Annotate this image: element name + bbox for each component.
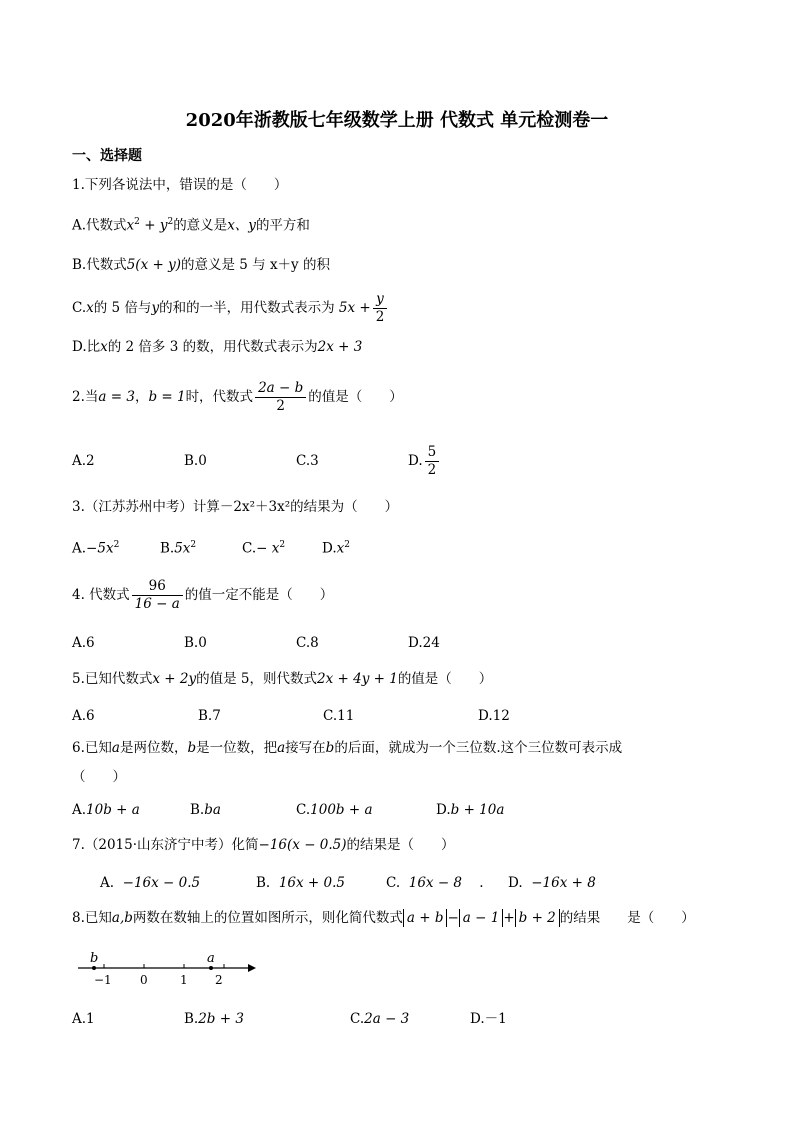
- q2-option-a: A.2: [72, 453, 95, 469]
- q4-option-a: A.6: [72, 635, 95, 651]
- q7-option-d: D. −16x + 8: [508, 875, 596, 891]
- q3-option-a: $A.-5x^2$: [72, 540, 120, 557]
- q8-option-d: D.－1: [470, 1011, 507, 1027]
- q2-option-d: D. $\frac{5}{2}$: [408, 440, 441, 482]
- tick-label: 1: [180, 973, 188, 987]
- q3-stem: 3.（江苏苏州中考）计算－2x²＋3x²的结果为（ ）: [72, 499, 399, 515]
- q6-option-b: B.ba: [190, 802, 221, 818]
- q2-option-b: B.0: [184, 453, 207, 469]
- section-heading: 一、选择题: [72, 148, 142, 164]
- q4-option-b: B.0: [184, 635, 207, 651]
- q6-stem-line1: 6.已知a是两位数，b是一位数，把a接写在b的后面，就成为一个三位数.这个三位数可表示成: [72, 740, 623, 756]
- q6-option-c: C.100b + a: [296, 802, 373, 818]
- q2-stem: 2.当 a = 3 ， b = 1 时，代数式 $\frac{2a - b}{2}$ 的值是（ ）: [72, 379, 403, 414]
- q3-option-d: $D.x^2$: [322, 540, 350, 557]
- q8-option-a: A.1: [72, 1011, 95, 1027]
- q5-option-a: A.6: [72, 708, 95, 724]
- q1-option-b: B.代数式5(x + y)的意义是 5 与 x＋y 的积: [72, 257, 330, 273]
- tick-label: −1: [94, 973, 112, 987]
- number-line-figure: [72, 948, 262, 990]
- q4-stem: 4. 代数式 $\frac{96}{16 - a}$ 的值一定不能是（ ）: [72, 577, 334, 612]
- q5-option-b: B.7: [198, 708, 221, 724]
- q5-option-d: D.12: [478, 708, 510, 724]
- q4-option-d: D.24: [408, 635, 440, 651]
- tick-label: 2: [215, 973, 223, 987]
- q1-option-c: C. x 的 5 倍与 y 的和的一半，用代数式表示为 5x + $\frac{y}{2}$: [72, 290, 389, 326]
- q3-option-c: $C.- x^2$: [242, 540, 286, 557]
- point-a-dot: [209, 966, 213, 970]
- q1-option-d: D.比x的 2 倍多 3 的数，用代数式表示为2x + 3: [72, 339, 363, 355]
- q8-option-b: B.2b + 3: [184, 1011, 244, 1027]
- q3-option-b: $B.5x^2$: [160, 540, 197, 557]
- point-b-label: b: [90, 951, 99, 966]
- point-b-dot: [92, 966, 96, 970]
- q7-option-b: B. 16x + 0.5: [256, 875, 345, 891]
- q1-option-a: A.代数式$x^2 + y^2$的意义是x、y的平方和: [72, 217, 310, 234]
- q6-option-d: D.b + 10a: [436, 802, 505, 818]
- q6-stem-line2: （ ）: [72, 769, 126, 785]
- page-title: 2020年浙教版七年级数学上册 代数式 单元检测卷一: [185, 110, 609, 131]
- q5-stem: 5.已知代数式x + 2y的值是 5，则代数式2x + 4y + 1的值是（ ）: [72, 671, 493, 687]
- q7-option-c: C. 16x − 8 .: [386, 875, 484, 891]
- point-a-label: a: [207, 951, 215, 966]
- q8-stem: 8.已知a,b两数在数轴上的位置如图所示，则化简代数式 a + b − a − 1 + b + 2 的结果 是（ ）: [72, 910, 695, 926]
- q8-option-c: C.2a − 3: [350, 1011, 410, 1027]
- q7-option-a: A. −16x − 0.5: [100, 875, 201, 891]
- arrow-right-icon: [248, 964, 256, 972]
- q4-option-c: C.8: [296, 635, 319, 651]
- q2-option-c: C.3: [296, 453, 319, 469]
- q1-stem: 1.下列各说法中，错误的是（ ）: [72, 177, 288, 193]
- tick-label: 0: [140, 973, 148, 987]
- q6-option-a: A.10b + a: [72, 802, 140, 818]
- q7-stem: 7.（2015·山东济宁中考）化简−16(x − 0.5)的结果是（ ）: [72, 837, 455, 853]
- q5-option-c: C.11: [323, 708, 355, 724]
